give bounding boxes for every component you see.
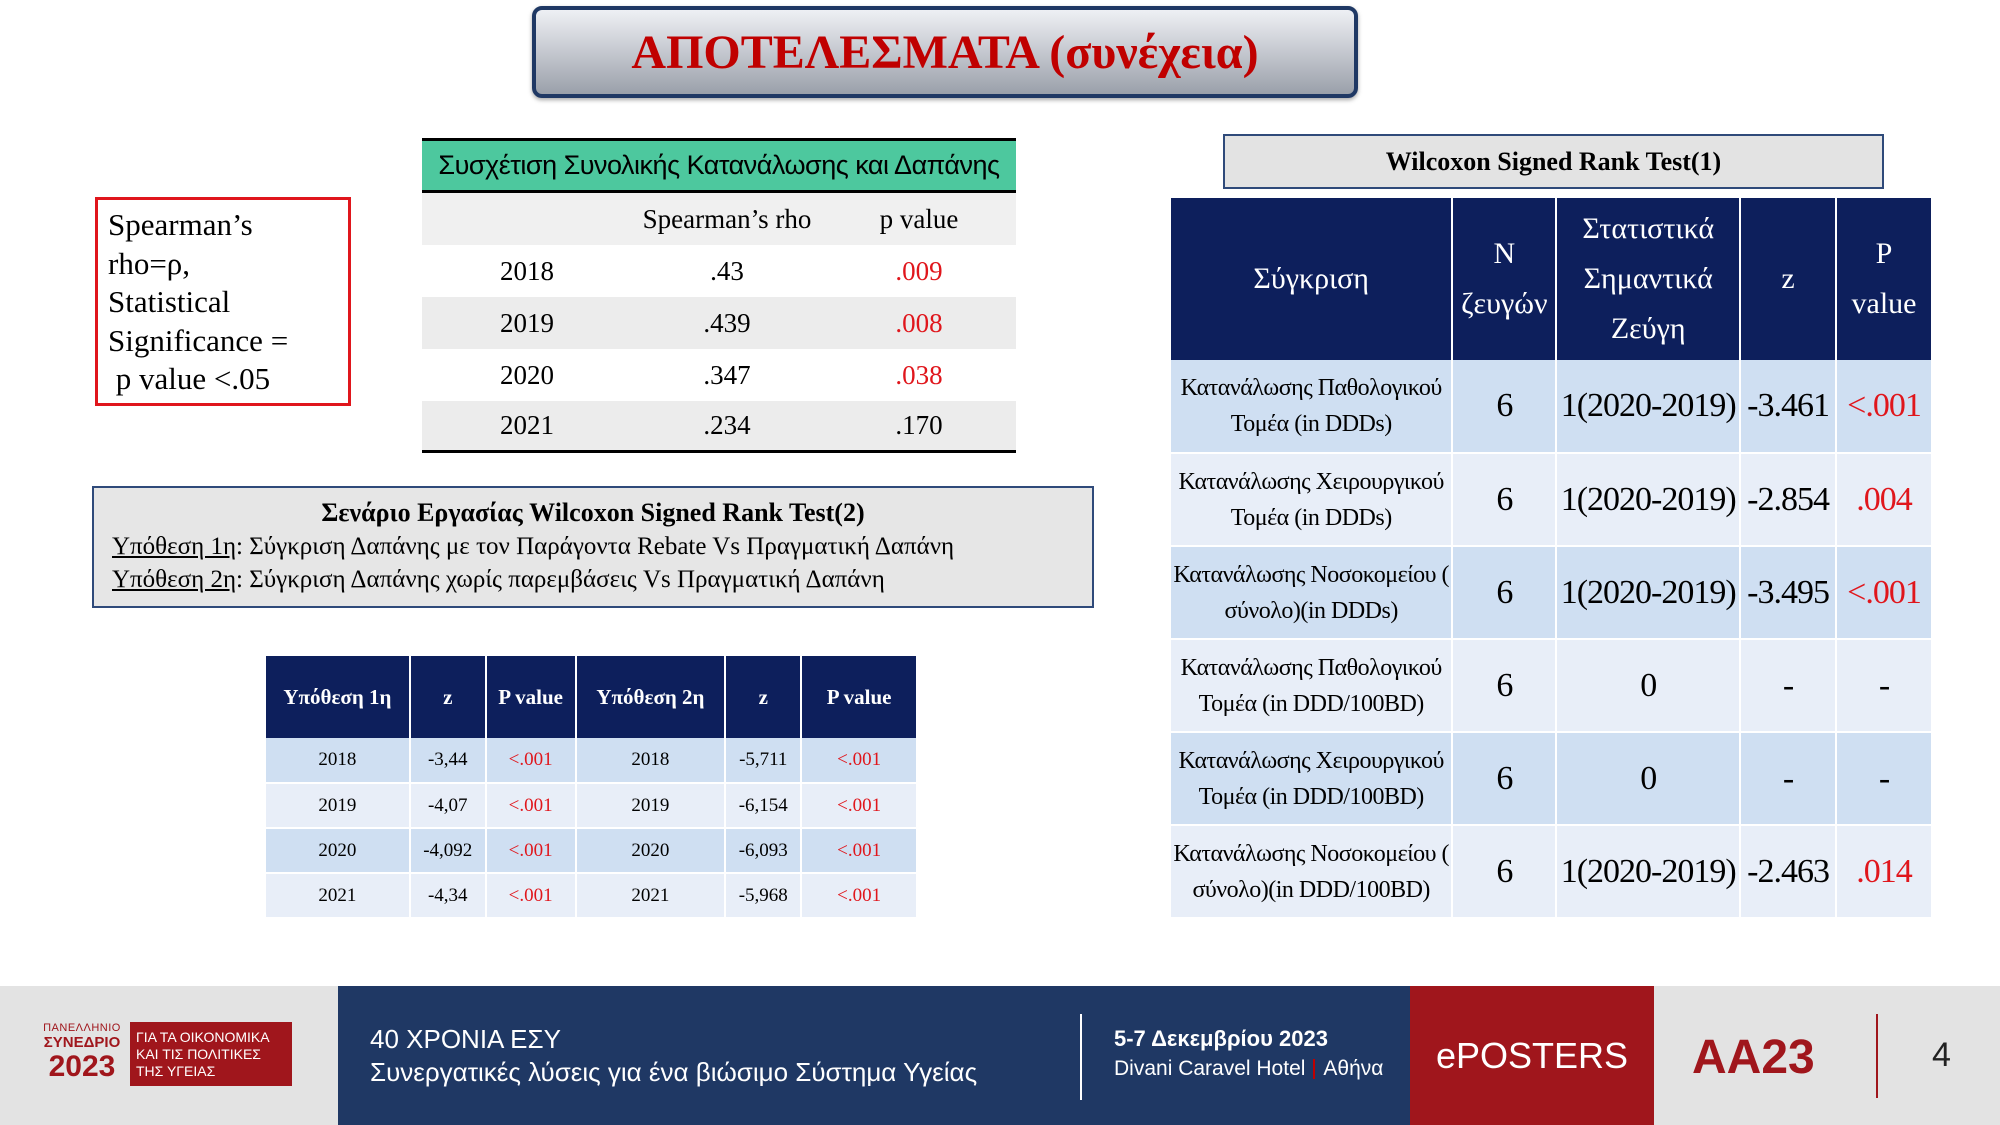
- header-cell: z: [725, 656, 801, 738]
- header-cell: Υπόθεση 1η: [266, 656, 410, 738]
- p-cell: .008: [895, 307, 943, 338]
- comparison-cell: [1171, 732, 1452, 825]
- comparison-line: Τομέα (in DDDs): [1230, 411, 1392, 437]
- scenario-title: Σενάριο Εργασίας Wilcoxon Signed Rank Test(2): [321, 498, 865, 527]
- sig-cell: 0: [1556, 639, 1740, 732]
- p-cell: <.001: [486, 783, 576, 828]
- year-cell: 2018: [266, 738, 410, 783]
- year-cell: 2021: [500, 410, 554, 440]
- spearman-note: [95, 197, 351, 406]
- table-row: [266, 828, 917, 873]
- p-cell: <.001: [486, 738, 576, 783]
- sig-cell: 1(2020-2019): [1556, 825, 1740, 918]
- footer-event-info: [338, 986, 1410, 1125]
- z-cell: -3.461: [1740, 360, 1836, 453]
- sig-cell: 1(2020-2019): [1556, 453, 1740, 546]
- logo-right: [130, 1022, 292, 1086]
- header-line: Ζεύγη: [1610, 312, 1686, 345]
- logo-right-line: ΓΙΑ ΤΑ ΟΙΚΟΝΟΜΙΚΑ: [136, 1029, 270, 1045]
- header-cell: P value: [801, 656, 917, 738]
- header-cell: [1556, 198, 1740, 360]
- note-line: rho=ρ,: [108, 245, 191, 281]
- table-row: [1171, 825, 1932, 918]
- header-cell: z: [1740, 198, 1836, 360]
- table-row: [422, 297, 1016, 349]
- n-cell: 6: [1452, 453, 1556, 546]
- logo-right-line: ΤΗΣ ΥΓΕΙΑΣ: [136, 1063, 216, 1079]
- comparison-line: Κατανάλωσης Χειρουργικού: [1178, 468, 1444, 495]
- z-cell: -5,711: [725, 738, 801, 783]
- n-cell: 6: [1452, 546, 1556, 639]
- footer-venue-line: [1114, 1057, 1383, 1081]
- p-cell: <.001: [1836, 360, 1932, 453]
- year-cell: 2020: [266, 828, 410, 873]
- comparison-line: Κατανάλωσης Παθολογικού: [1180, 654, 1442, 681]
- comparison-cell: [1171, 639, 1452, 732]
- n-cell: 6: [1452, 825, 1556, 918]
- p-cell: -: [1836, 639, 1932, 732]
- poster-code-block: [1654, 986, 2000, 1125]
- z-cell: -3.495: [1740, 546, 1836, 639]
- comparison-line: Τομέα (in DDDs): [1230, 504, 1392, 531]
- n-cell: 6: [1452, 732, 1556, 825]
- table-row: [422, 401, 1016, 453]
- p-cell: .014: [1836, 825, 1932, 918]
- footer-line-1: 40 ΧΡΟΝΙΑ ΕΣΥ: [370, 1024, 561, 1054]
- comparison-cell: [1171, 360, 1452, 453]
- header-cell: [1836, 198, 1932, 360]
- comparison-line: Τομέα (in DDD/100BD): [1198, 783, 1424, 810]
- table-row: [1171, 639, 1932, 732]
- footer-venue: Divani Caravel Hotel: [1114, 1057, 1306, 1080]
- p-cell: <.001: [486, 828, 576, 873]
- logo-right-line: ΚΑΙ ΤΙΣ ΠΟΛΙΤΙΚΕΣ: [136, 1046, 261, 1062]
- hypothesis-2-label: Υπόθεση 2η: [112, 566, 237, 593]
- comparison-line: Κατανάλωσης Παθολογικού: [1180, 375, 1442, 401]
- hypothesis-table: [266, 656, 918, 919]
- correlation-header-row: [422, 193, 1016, 245]
- comparison-cell: [1171, 453, 1452, 546]
- header-cell: Υπόθεση 2η: [576, 656, 726, 738]
- correlation-table-title: Συσχέτιση Συνολικής Κατανάλωσης και Δαπάνης: [422, 138, 1016, 193]
- wilcoxon-header-row: [1171, 198, 1932, 360]
- year-cell: 2018: [576, 738, 726, 783]
- header-line: Στατιστικά: [1582, 212, 1715, 245]
- header-cell: P value: [486, 656, 576, 738]
- table-row: [1171, 453, 1932, 546]
- logo-year: 2023: [48, 1050, 116, 1083]
- header-cell: [1452, 198, 1556, 360]
- header-cell: Σύγκριση: [1171, 198, 1452, 360]
- z-cell: -2.854: [1740, 453, 1836, 546]
- year-cell: 2018: [500, 255, 554, 286]
- conference-logo: [0, 986, 338, 1125]
- comparison-line: Κατανάλωσης Νοσοκομείου (: [1173, 561, 1450, 588]
- z-cell: -: [1740, 732, 1836, 825]
- note-line: p value <.05: [108, 361, 271, 396]
- footer-divider: [1080, 1014, 1082, 1100]
- note-line: Spearman’s: [108, 207, 253, 242]
- comparison-line: Τομέα (in DDD/100BD): [1198, 690, 1424, 717]
- table-row: [1171, 546, 1932, 639]
- header-cell: z: [410, 656, 486, 738]
- p-cell: .004: [1836, 453, 1932, 546]
- rho-cell: .439: [703, 307, 751, 338]
- note-line: Significance =: [108, 322, 289, 358]
- header-line: Ν: [1493, 237, 1516, 270]
- rho-cell: .347: [703, 359, 751, 390]
- comparison-line: σύνολο)(in DDD/100BD): [1192, 876, 1430, 903]
- logo-mid-text: ΣΥΝΕΔΡΙΟ: [43, 1034, 121, 1051]
- sig-cell: 0: [1556, 732, 1740, 825]
- p-cell: <.001: [801, 738, 917, 783]
- footer-line-2: Συνεργατικές λύσεις για ένα βιώσιμο Σύστημα Υγείας: [370, 1057, 978, 1087]
- page-number: 4: [1932, 1036, 1951, 1074]
- footer-dates: 5-7 Δεκεμβρίου 2023: [1114, 1026, 1328, 1051]
- z-cell: -3,44: [410, 738, 486, 783]
- p-cell: <.001: [801, 873, 917, 918]
- year-cell: 2019: [266, 783, 410, 828]
- poster-code: AA23: [1692, 1031, 1815, 1084]
- p-cell: <.001: [1836, 546, 1932, 639]
- table-row: [422, 245, 1016, 297]
- year-cell: 2021: [576, 873, 726, 918]
- z-cell: -6,154: [725, 783, 801, 828]
- comparison-cell: [1171, 546, 1452, 639]
- n-cell: 6: [1452, 639, 1556, 732]
- header-line: Σημαντικά: [1583, 262, 1713, 295]
- sig-cell: 1(2020-2019): [1556, 546, 1740, 639]
- hypothesis-2-line: [112, 563, 1074, 596]
- z-cell: -6,093: [725, 828, 801, 873]
- z-cell: -4,092: [410, 828, 486, 873]
- footer-city: Αθήνα: [1323, 1057, 1384, 1080]
- rho-cell: .43: [710, 255, 744, 286]
- table-row: [422, 349, 1016, 401]
- z-cell: -2.463: [1740, 825, 1836, 918]
- note-line: Statistical: [108, 284, 231, 319]
- n-cell: 6: [1452, 360, 1556, 453]
- code-divider: [1876, 1014, 1878, 1098]
- header-cell: p value: [879, 203, 959, 234]
- p-cell: .009: [895, 255, 943, 286]
- table-row: [1171, 732, 1932, 825]
- header-line: ζευγών: [1461, 287, 1548, 320]
- hypothesis-header-row: [266, 656, 917, 738]
- scenario-box: [92, 486, 1094, 608]
- p-cell: -: [1836, 732, 1932, 825]
- year-cell: 2019: [576, 783, 726, 828]
- table-row: [266, 783, 917, 828]
- header-line: value: [1851, 287, 1917, 320]
- p-cell: .170: [895, 410, 943, 440]
- table-row: [266, 738, 917, 783]
- title-banner: [532, 6, 1358, 98]
- z-cell: -4,34: [410, 873, 486, 918]
- year-cell: 2020: [576, 828, 726, 873]
- comparison-cell: [1171, 825, 1452, 918]
- header-cell: Spearman’s rho: [642, 203, 812, 234]
- table-row: [266, 873, 917, 918]
- venue-separator: [1313, 1059, 1315, 1079]
- p-cell: .038: [895, 359, 943, 390]
- year-cell: 2019: [500, 307, 554, 338]
- footer-bar: [0, 986, 2000, 1125]
- p-cell: <.001: [801, 783, 917, 828]
- table-row: [1171, 360, 1932, 453]
- z-cell: -: [1740, 639, 1836, 732]
- hypothesis-1-text: : Σύγκριση Δαπάνης με τον Παράγοντα Rebate Vs Πραγματική Δαπάνη: [236, 533, 955, 560]
- wilcoxon-title: Wilcoxon Signed Rank Test(1): [1223, 134, 1884, 189]
- z-cell: -5,968: [725, 873, 801, 918]
- logo-left: [36, 1022, 128, 1083]
- year-cell: 2020: [500, 359, 554, 390]
- p-cell: <.001: [486, 873, 576, 918]
- sig-cell: 1(2020-2019): [1556, 360, 1740, 453]
- comparison-line: σύνολο)(in DDDs): [1224, 597, 1398, 624]
- comparison-line: Κατανάλωσης Χειρουργικού: [1178, 747, 1444, 774]
- comparison-line: Κατανάλωσης Νοσοκομείου (: [1173, 840, 1450, 867]
- eposters-label: [1410, 986, 1654, 1125]
- hypothesis-1-label: Υπόθεση 1η: [112, 533, 237, 560]
- year-cell: 2021: [266, 873, 410, 918]
- logo-small-text: ΠΑΝΕΛΛΗΝΙΟ: [43, 1022, 121, 1034]
- correlation-table: [422, 138, 1016, 453]
- eposters-text: ePOSTERS: [1435, 1034, 1629, 1076]
- header-line: P: [1875, 237, 1893, 270]
- rho-cell: .234: [703, 410, 751, 440]
- page-title: ΑΠΟΤΕΛΕΣΜΑΤΑ (συνέχεια): [631, 25, 1259, 79]
- hypothesis-1-line: [112, 530, 1074, 563]
- z-cell: -4,07: [410, 783, 486, 828]
- hypothesis-2-text: : Σύγκριση Δαπάνης χωρίς παρεμβάσεις Vs Πραγματική Δαπάνη: [236, 566, 885, 593]
- wilcoxon-table: [1171, 198, 1933, 919]
- p-cell: <.001: [801, 828, 917, 873]
